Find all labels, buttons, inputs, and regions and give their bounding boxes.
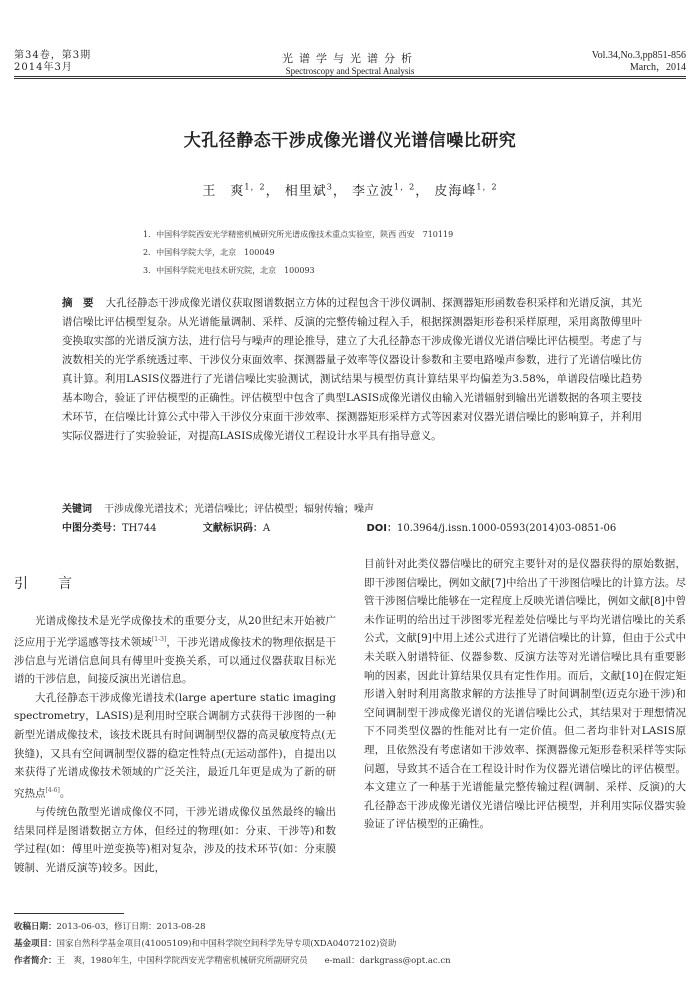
header-volume: 第34卷，第3期 — [14, 50, 92, 61]
body-column-right — [364, 555, 686, 834]
paragraph-text: 。 — [59, 787, 71, 800]
received-dates: 2013-06-03，修订日期：2013-08-28 — [56, 922, 206, 932]
clc-value: TH744 — [122, 523, 157, 534]
paragraph: 与传统色散型光谱成像仪不同，干涉光谱成像仪虽然最终的输出结果同样是图谱数据立方体，但经过的物理(如：分束、干涉等)和数学过程(如：傅里叶逆变换等)相对复杂，涉及的技术环节(如：分束膜镀制、光谱反演等)较多。因此， — [14, 805, 336, 874]
section-heading: 引 言 — [14, 576, 80, 592]
footnotes — [14, 919, 451, 970]
citation-ref: [1-3] — [151, 635, 167, 643]
author-affiliation-mark: 3 — [326, 182, 333, 192]
header-citation — [592, 50, 686, 74]
author-affiliation-mark: 1，2 — [394, 182, 416, 192]
author-name: 王 爽 — [202, 184, 245, 199]
journal-name — [200, 50, 500, 76]
fund-text: 国家自然科学基金项目(41005109)和中国科学院空间科学先导专项(XDA04072102)资助 — [56, 939, 397, 949]
abstract-label: 摘 要 — [62, 297, 94, 309]
author-bio-text: 王 爽，1980年生，中国科学院西安光学精密机械研究所副研究员 e-mail：darkgrass@opt.ac.cn — [56, 956, 451, 966]
doi-label: DOI： — [366, 523, 397, 534]
doi-value: 10.3964/j.issn.1000-0593(2014)03-0851-06 — [397, 523, 617, 534]
affiliation: 3．中国科学院光电技术研究院，北京 100093 — [143, 266, 315, 275]
paragraph — [14, 689, 336, 803]
header-volume-info — [14, 50, 91, 74]
author-list: 王 爽$^{1,2}$， 相里斌$^3$， 李立波$^{1,2}$， 皮海峰$^{1,2}$ — [202, 182, 498, 199]
affiliation-list — [143, 226, 453, 280]
paragraph-text: ，干涉光谱成像技术的物理依据是干涉信息与光谱信息间具有傅里叶变换关系，可以通过仪器获取目标光谱的干涉信息，间接反演出光谱信息。 — [14, 636, 337, 686]
citation-ref: [4-6] — [45, 786, 60, 794]
paragraph: 目前针对此类仪器信噪比的研究主要针对的是仪器获得的原始数据，即干涉图信噪比，例如文献[7]中给出了干涉图信噪比的计算方法。尽管干涉图信噪比能够在一定程度上反映光谱信噪比，例如文献[8]中曾未作证明的给出过干涉图零光程差处信噪比与平均光谱信噪比的关系公式，文献[9]中用上述公式进行了光谱信噪比的计算，但由于公式中未关联入射谱特征、仪器参数、反演方法等对光谱信噪比具有重要影响的因素，因此计算结果仅具有定性作用。而后，文献[10]在假定矩形谱入射时利用离散求解的方法推导了时间调制型(迈克尔逊干涉)和空间调制型干涉成像光谱仪的光谱信噪比公式，其结果对于理想情况下不同类型仪器的性能对比有一定价值。但二者均非针对LASIS原理，且依然没有考虑诸如干涉效率、探测器像元矩形卷积采样等实际问题，导致其不适合在工程设计时作为仪器光谱信噪比的评估模型。本文建立了一种基于光谱能量完整传输过程(调制、采样、反演)的大孔径静态干涉成像光谱仪光谱信噪比评估模型，并利用实际仪器实验验证了评估模型的正确性。 — [364, 558, 686, 831]
keywords-block — [62, 500, 652, 538]
journal-name-cn: 光谱学与光谱分析 — [282, 52, 418, 65]
author-affiliation-mark: 1，2 — [476, 182, 498, 192]
body-column-left — [14, 612, 336, 877]
fund-label: 基金项目： — [14, 939, 57, 949]
author-name: 皮海峰 — [434, 184, 477, 199]
clc-label: 中图分类号： — [62, 523, 122, 534]
paragraph — [14, 612, 336, 689]
header-date: 2014年3月 — [14, 62, 73, 73]
paragraph-text: 大孔径静态干涉成像光谱技术(large aperture static imaging spectrometry，LASIS)是利用时空联合调制方式获得干涉图的一种新型光谱成像技术，该技术既具有时间调制型仪器的高灵敏度特点(无狭缝)，又具有空间调制型仪器的稳定性特点(无运动部件)，自提出以来获得了光谱成像技术领域的广泛关注，最近几年更是成为了新的研究热点 — [14, 691, 336, 800]
classification-line — [62, 519, 652, 538]
footnote-rule — [14, 913, 124, 914]
abstract — [62, 294, 642, 446]
received-label: 收稿日期： — [14, 922, 57, 932]
doc-code-value: A — [262, 523, 271, 534]
doc-code-label: 文献标识码： — [202, 523, 263, 534]
header-vol-pages: Vol.34,No.3,pp851-856 — [591, 50, 686, 61]
author-affiliation-mark: 1，2 — [244, 182, 266, 192]
author-name: 李立波 — [352, 184, 395, 199]
paper-title: 大孔径静态干涉成像光谱仪光谱信噪比研究 — [183, 131, 517, 151]
affiliation: 2．中国科学院大学，北京 100049 — [143, 248, 275, 257]
author-name: 相里斌 — [284, 184, 327, 199]
paragraph-text: 光谱成像技术是光学成像技术的重要分支，从20世纪末开始被广泛应用于光学遥感等技术领域 — [14, 615, 336, 649]
header-month: March，2014 — [629, 62, 686, 73]
keywords-label: 关键词 — [62, 504, 92, 515]
affiliation: 1．中国科学院西安光学精密机械研究所光谱成像技术重点实验室，陕西 西安 710119 — [143, 230, 454, 239]
abstract-text: 大孔径静态干涉成像光谱仪获取图谱数据立方体的过程包含干涉仪调制、探测器矩形函数卷积采样和光谱反演，其光谱信噪比评估模型复杂。从光谱能量调制、采样、反演的完整传输过程入手，根据探测器矩形卷积采样原理，采用离散傅里叶变换取实部的光谱反演方法，进行信号与噪声的理论推导，建立了大孔径静态干涉成像光谱仪光谱信噪比评估模型。考虑了与波数相关的光学系统透过率、干涉仪分束面效率、探测器量子效率等仪器设计参数和主要电路噪声参数，进行了光谱信噪比仿真计算。利用LASIS仪器进行了光谱信噪比实验测试，测试结果与模型仿真计算结果平均偏差为3.58%，单谱段信噪比趋势基本吻合，验证了评估模型的正确性。评估模型中包含了典型LASIS成像光谱仪由输入光谱辐射到输出光谱数据的各项主要技术环节，在信噪比计算公式中带入干涉仪分束面干涉效率、探测器矩形采样方式等因素对仪器光谱信噪比的影响算子，并利用实际仪器进行了实验验证，对提高LASIS成像光谱仪工程设计水平具有指导意义。 — [62, 297, 643, 442]
author-bio-label: 作者简介： — [14, 956, 57, 966]
header-rule — [14, 76, 686, 79]
journal-name-en: Spectroscopy and Spectral Analysis — [285, 66, 415, 76]
keywords-text: 干涉成像光谱技术；光谱信噪比；评估模型；辐射传输；噪声 — [104, 504, 374, 515]
